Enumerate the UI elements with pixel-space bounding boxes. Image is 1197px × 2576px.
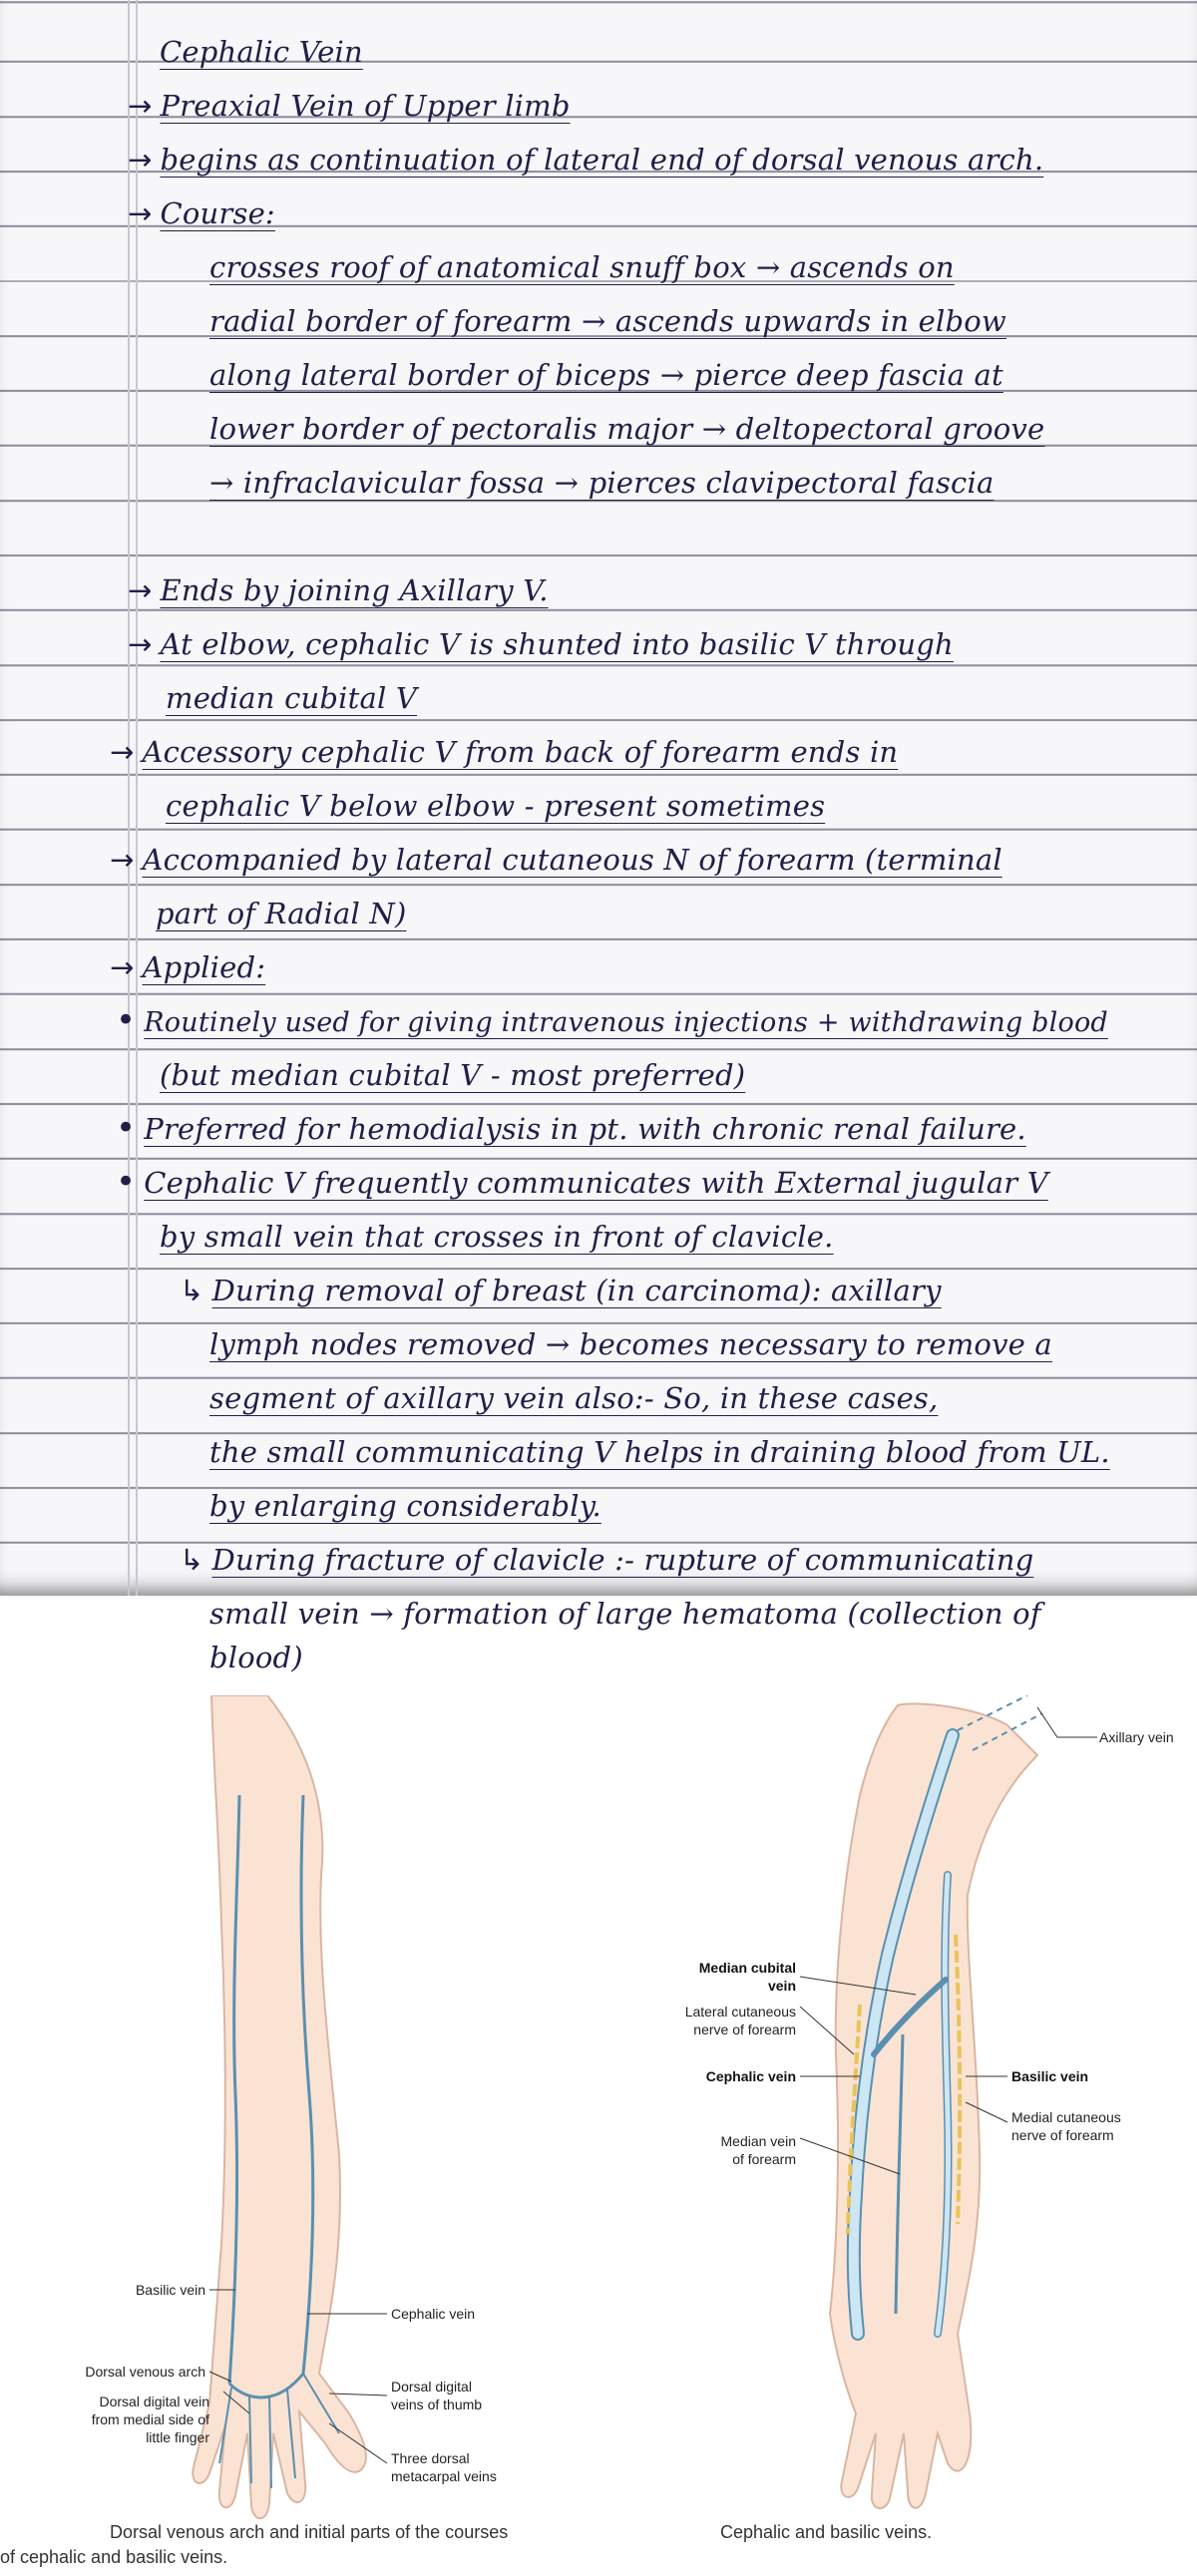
note-line (156, 896, 407, 931)
note-text: part of Radial N) (156, 897, 407, 930)
label-three-dorsal-1: Three dorsal (391, 2450, 470, 2466)
note-text: by enlarging considerably. (209, 1489, 601, 1523)
note-text: cephalic V below elbow - present sometimes (166, 789, 826, 823)
label-medial-cutaneous-2: nerve of forearm (1011, 2127, 1114, 2143)
note-text: median cubital V (166, 681, 418, 715)
note-line (209, 1326, 1052, 1362)
note-line (166, 680, 417, 716)
arrow-icon: → (128, 143, 153, 177)
note-line (209, 465, 994, 501)
caption-left-line2: of cephalic and basilic veins. (0, 2547, 228, 2567)
note-line (110, 949, 265, 985)
note-text: small vein → formation of large hematoma (collection of (209, 1597, 1041, 1631)
note-text: During fracture of clavicle :- rupture of communicating (211, 1543, 1034, 1577)
note-text: Ends by joining Axillary V. (160, 573, 549, 607)
note-line (128, 195, 275, 231)
note-line (116, 1162, 1048, 1202)
arrow-icon: → (110, 950, 135, 984)
bullet-icon: • (116, 1162, 137, 1202)
label-median-vein-2: of forearm (732, 2151, 796, 2167)
label-basilic-vein-right: Basilic vein (1011, 2068, 1089, 2084)
note-line (209, 1596, 1041, 1632)
note-text: Accessory cephalic V from back of forearm ends in (142, 735, 899, 769)
note-text: Course: (160, 196, 275, 230)
note-line (160, 1057, 745, 1093)
caption-left-line1: Dorsal venous arch and initial parts of the courses (110, 2522, 509, 2542)
label-dorsal-digital-vein-3: little finger (146, 2429, 209, 2445)
note-line (209, 1640, 303, 1675)
note-text: Preaxial Vein of Upper limb (160, 89, 571, 123)
label-cephalic-vein-right: Cephalic vein (705, 2068, 796, 2084)
note-text: (but median cubital V - most preferred) (160, 1058, 746, 1092)
note-text: → infraclavicular fossa → pierces clavipectoral fascia (209, 466, 995, 500)
note-text: Cephalic V frequently communicates with External jugular V (144, 1166, 1048, 1200)
note-line (209, 411, 1044, 447)
left-figure (0, 1695, 508, 2567)
label-cephalic-vein-left: Cephalic vein (391, 2306, 476, 2322)
caption-right: Cephalic and basilic veins. (720, 2522, 933, 2542)
note-line (209, 303, 1006, 339)
label-median-cubital-1: Median cubital (698, 1960, 796, 1976)
sub-arrow-icon: ↳ (180, 1274, 204, 1307)
note-text: blood) (209, 1641, 303, 1674)
label-dorsal-digital-vein-1: Dorsal digital vein (99, 2393, 209, 2409)
margin-rule (136, 0, 138, 1596)
note-title (160, 34, 363, 70)
figures-svg (0, 1695, 1197, 2576)
note-text: Routinely used for giving intravenous injections + withdrawing blood (144, 1007, 1108, 1038)
note-text: begins as continuation of lateral end of dorsal venous arch. (160, 143, 1044, 177)
label-median-cubital-2: vein (767, 1978, 796, 1994)
margin-rule (128, 0, 130, 1596)
note-line (110, 842, 1002, 878)
note-line (116, 1108, 1026, 1148)
bullet-icon: • (116, 1108, 137, 1148)
note-line (209, 1488, 601, 1524)
label-lateral-cutaneous-1: Lateral cutaneous (684, 2004, 796, 2020)
note-line (209, 357, 1003, 393)
note-title-text: Cephalic Vein (160, 35, 363, 69)
note-line (128, 88, 571, 124)
note-text: along lateral border of biceps → pierce deep fascia at (209, 358, 1003, 392)
note-line (180, 1273, 942, 1308)
note-line (128, 572, 549, 608)
label-axillary-vein: Axillary vein (1099, 1729, 1174, 1745)
label-dorsal-venous-arch: Dorsal venous arch (85, 2364, 205, 2380)
label-dorsal-digital-thumb-1: Dorsal digital (391, 2379, 472, 2394)
label-basilic-vein-left: Basilic vein (135, 2282, 205, 2298)
note-text: lower border of pectoralis major → deltopectoral groove (209, 412, 1045, 446)
label-three-dorsal-2: metacarpal veins (391, 2468, 497, 2484)
arrow-icon: → (128, 89, 153, 123)
note-line (209, 1434, 1110, 1470)
note-text: the small communicating V helps in draining blood from UL. (209, 1435, 1110, 1469)
note-text: Preferred for hemodialysis in pt. with chronic renal failure. (144, 1112, 1026, 1146)
label-dorsal-digital-thumb-2: veins of thumb (391, 2396, 483, 2412)
figures-area (0, 1695, 1197, 2576)
arrow-icon: → (128, 627, 153, 661)
arrow-icon: → (128, 573, 153, 607)
note-text: lymph nodes removed → becomes necessary to remove a (209, 1327, 1052, 1361)
note-line (209, 1380, 938, 1416)
left-arm-outline (193, 1695, 366, 2518)
note-text: During removal of breast (in carcinoma): axillary (211, 1274, 942, 1307)
arrow-icon: → (128, 196, 153, 230)
note-text: segment of axillary vein also:- So, in these cases, (209, 1381, 939, 1415)
note-line (166, 788, 825, 824)
note-text: radial border of forearm → ascends upwards in elbow (209, 304, 1006, 338)
sub-arrow-icon: ↳ (180, 1543, 204, 1577)
note-line (209, 249, 955, 285)
note-line (128, 142, 1043, 178)
note-text: by small vein that crosses in front of clavicle. (160, 1220, 834, 1254)
note-line (128, 626, 954, 662)
note-line (110, 734, 898, 770)
right-figure (685, 1695, 1174, 2542)
bullet-icon: • (116, 1000, 137, 1040)
label-dorsal-digital-vein-2: from medial side of (91, 2411, 209, 2427)
label-lateral-cutaneous-2: nerve of forearm (693, 2022, 796, 2037)
note-text: Applied: (142, 950, 266, 984)
arrow-icon: → (110, 735, 135, 769)
note-line (180, 1542, 1033, 1578)
note-line (116, 1000, 1108, 1041)
label-median-vein-1: Median vein (720, 2133, 796, 2149)
note-line (160, 1219, 834, 1255)
note-text: crosses roof of anatomical snuff box → ascends on (209, 250, 955, 284)
arrow-icon: → (110, 843, 135, 877)
note-text: Accompanied by lateral cutaneous N of forearm (terminal (142, 843, 1002, 877)
note-text: At elbow, cephalic V is shunted into basilic V through (160, 627, 954, 661)
label-medial-cutaneous-1: Medial cutaneous (1011, 2109, 1121, 2125)
